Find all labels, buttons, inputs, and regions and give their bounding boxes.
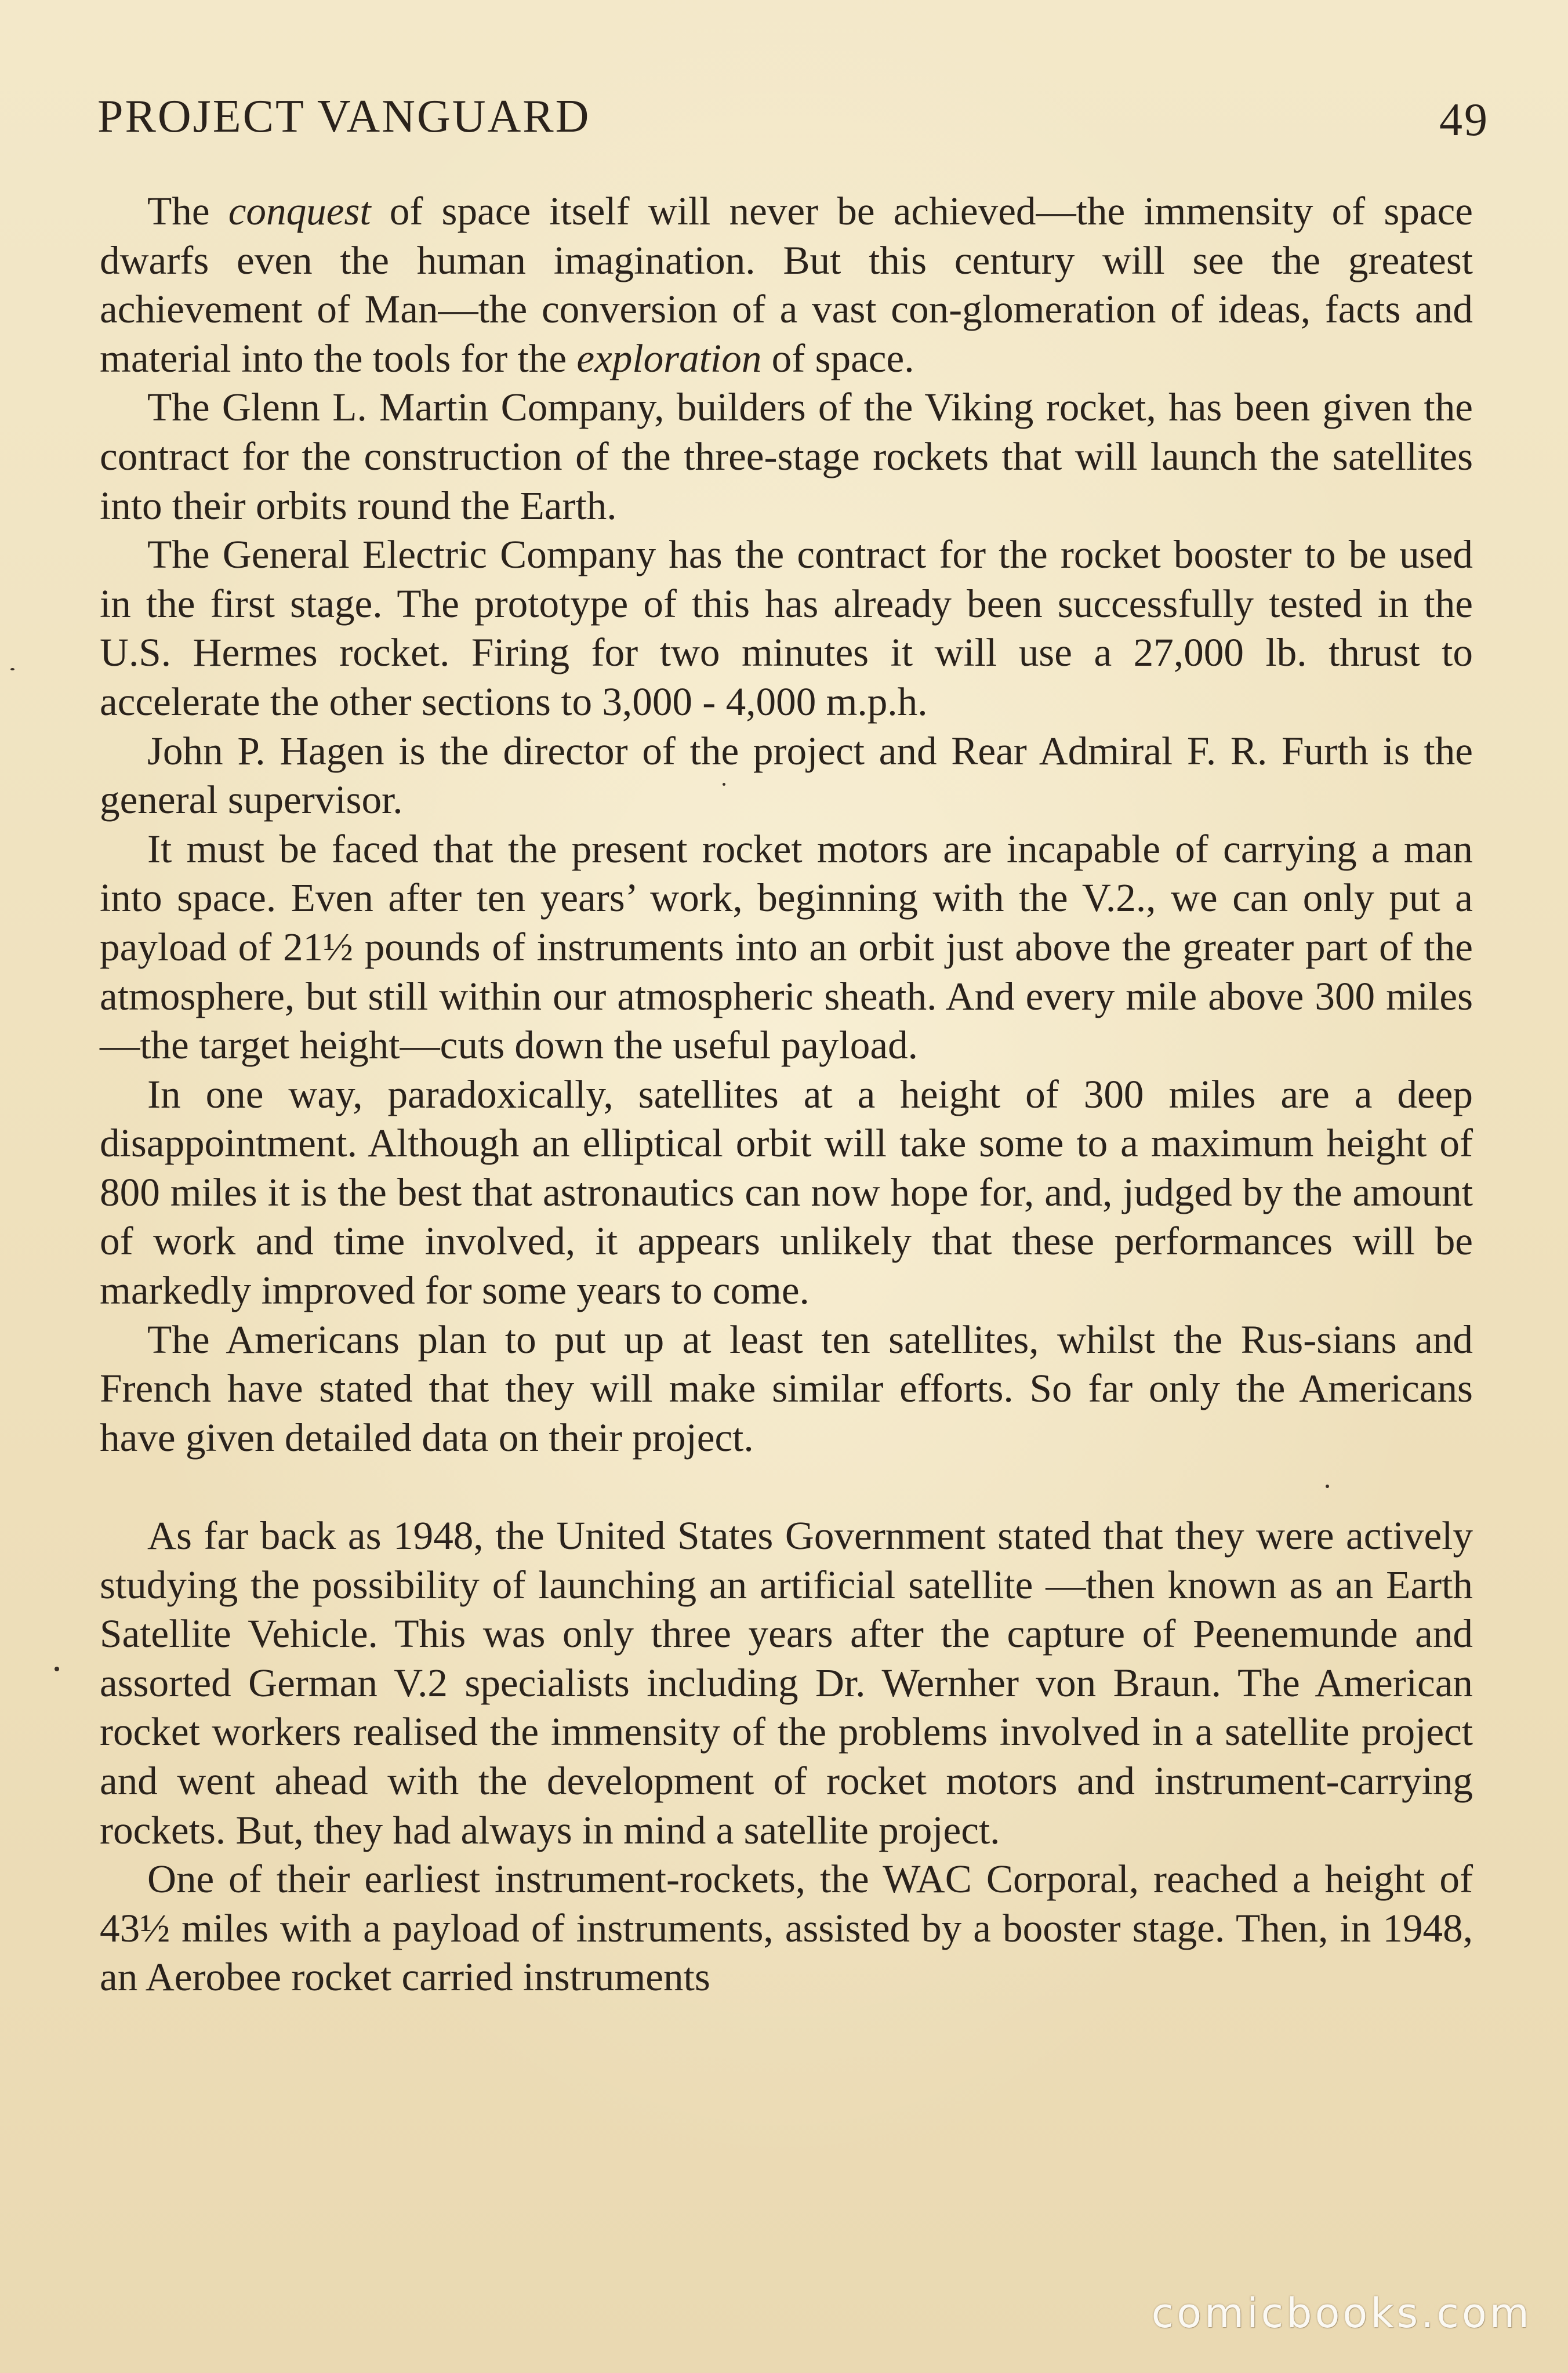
paragraph-1948: As far back as 1948, the United States Government stated that they were actively studying the possibility of launching an artificial satellite —then known as an Earth Satellite Vehicle. This was only three years after the capture of Peenemunde and assorted German V.2 specialists including Dr. Wernher von Braun. The American rocket workers realised the immensity of the problems involved in a satellite project and went ahead with the development of rocket motors and instrument-carrying rockets. But, they had always in mind a satellite project. xyxy=(100,1513,1473,1852)
paragraph-text: of space. xyxy=(761,335,914,380)
running-title: PROJECT VANGUARD xyxy=(97,91,591,142)
paragraph-text: The xyxy=(147,188,228,233)
emphasis-exploration: exploration xyxy=(576,335,762,380)
paragraph-wac-corporal: One of their earliest instrument-rockets, the WAC Corporal, reached a height of 43½ miles with a payload of instruments, assisted by a booster stage. Then, in 1948, an Aerobee rocket carried instruments xyxy=(100,1856,1473,2000)
paragraph-glenn-martin: The Glenn L. Martin Company, builders of the Viking rocket, has been given the contract for the construction of the three-stage rockets that will launch the satellites into their orbits round the Earth. xyxy=(100,384,1473,528)
paragraph-general-electric: The General Electric Company has the contract for the rocket booster to be used in the first stage. The prototype of this has already been successfully tested in the U.S. Hermes rocket. Firing for two minutes it will use a 27,000 lb. thrust to accelerate the other sections to 3,000 - 4,000 m.p.h. xyxy=(100,532,1473,724)
paragraph-director: John P. Hagen is the director of the project and Rear Admiral F. R. Furth is the general supervisor. xyxy=(100,728,1473,822)
emphasis-conquest: conquest xyxy=(228,188,371,233)
paper-speck xyxy=(10,668,14,670)
page-number: 49 xyxy=(1439,95,1489,146)
paper-speck xyxy=(55,1667,59,1671)
paper-speck xyxy=(1326,1485,1329,1488)
watermark: comicbooks.com xyxy=(1151,2289,1532,2337)
paragraph-americans-plan: The Americans plan to put up at least ten satellites, whilst the Rus-sians and French have stated that they will make similar efforts. So far only the Americans have given detailed data on their project. xyxy=(100,1316,1473,1460)
running-head xyxy=(97,85,1489,148)
paragraph-rocket-motors: It must be faced that the present rocket motors are incapable of carrying a man into space. Even after ten years’ work, beginning with the V.2., we can only put a payload of 21½ pounds of instruments into an orbit just above the greater part of the atmosphere, but still within our atmospheric sheath. And every mile above 300 miles—the target height—cuts down the useful payload. xyxy=(100,826,1473,1068)
paragraph-conquest-of-space xyxy=(100,187,1473,383)
paragraph-paradox: In one way, paradoxically, satellites at a height of 300 miles are a deep disappointment. Although an elliptical orbit will take some to a maximum height of 800 miles it is the best that astronautics can now hope for, and, judged by the amount of work and time involved, it appears unlikely that these performances will be markedly improved for some years to come. xyxy=(100,1071,1473,1313)
paragraph-text: of space itself will never be achieved—the immensity of space dwarfs even the human imagination. But this century will see the greatest achievement of Man—the conversion of a vast con-glomeration of ideas, facts and material into the tools for the xyxy=(100,188,1473,380)
paper-speck xyxy=(723,783,725,786)
body-text xyxy=(100,187,1473,2002)
